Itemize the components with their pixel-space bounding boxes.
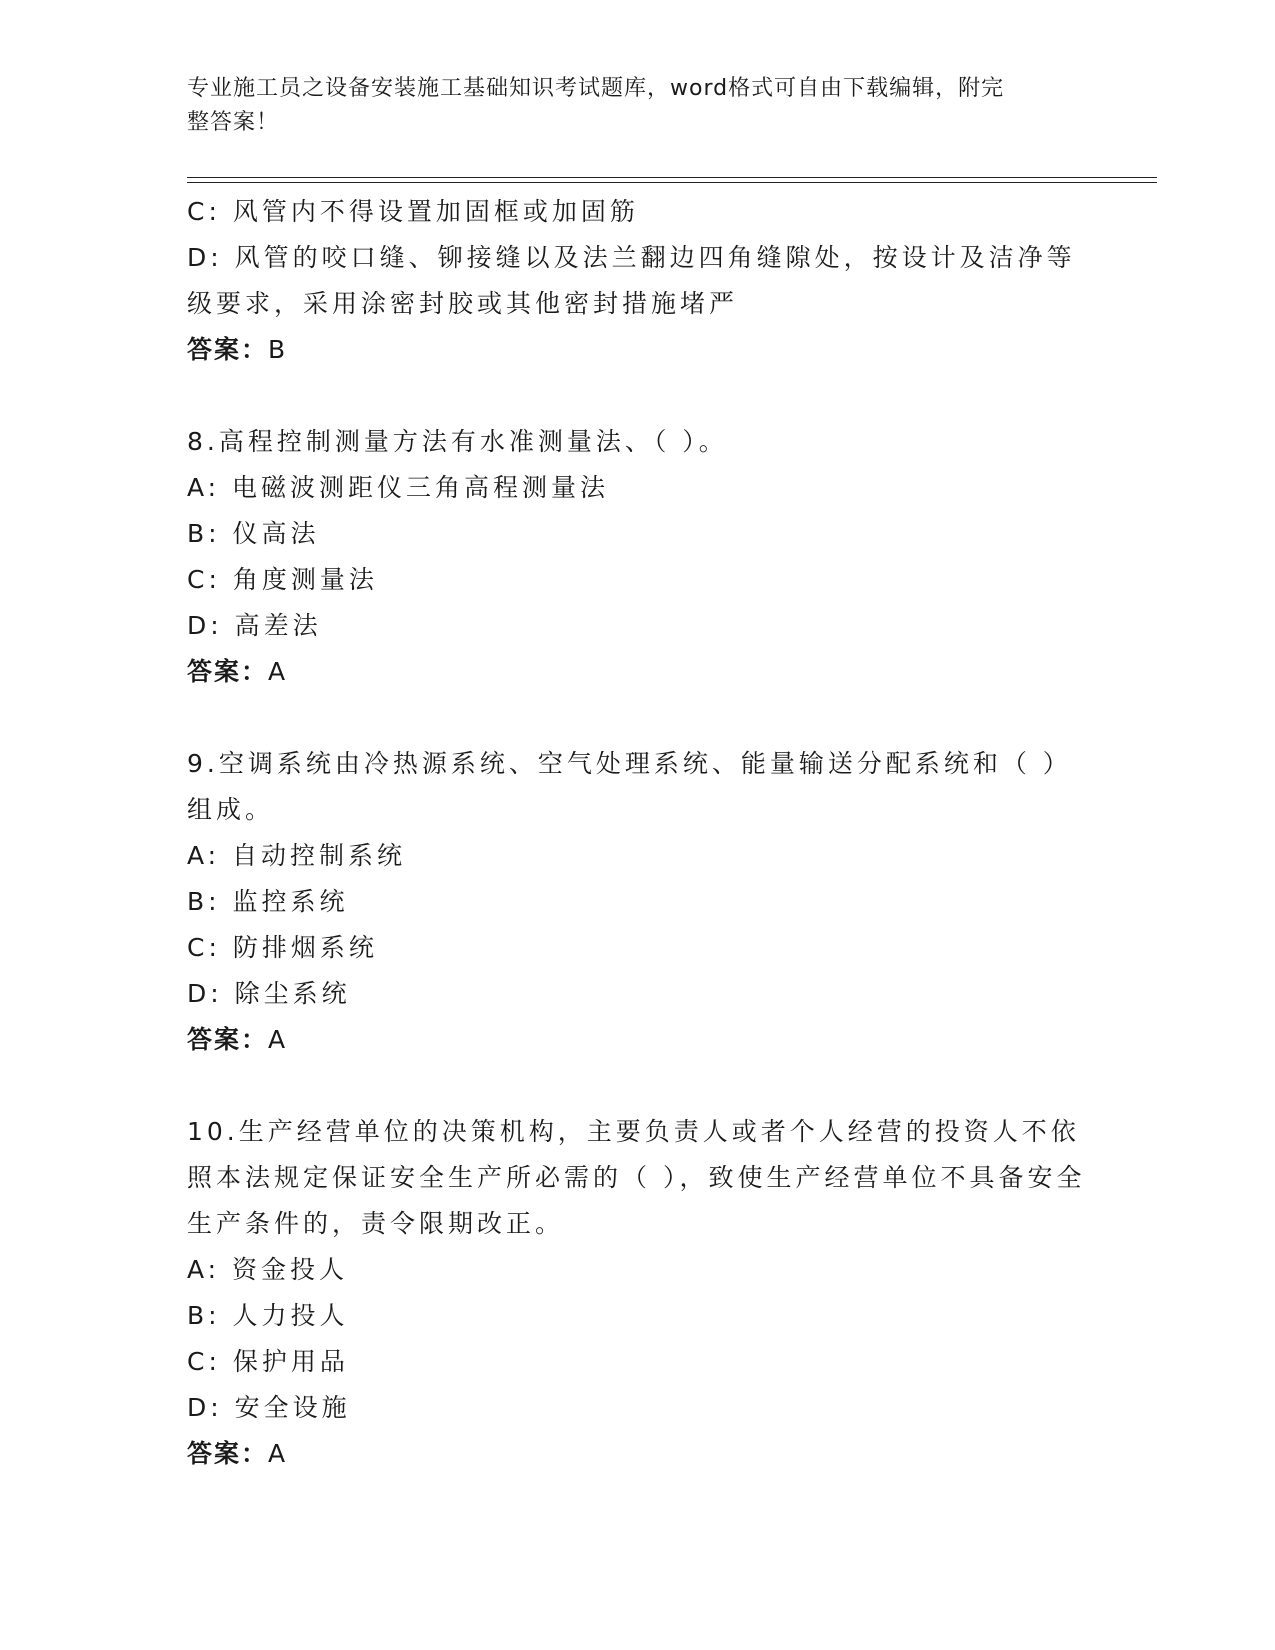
header-title-line-2: 整答案！ (187, 110, 280, 135)
spacer (187, 373, 1087, 419)
question-10 (187, 1109, 1087, 1477)
question-7-tail (187, 189, 1087, 373)
option-a: A: 自动控制系统 (187, 841, 407, 870)
question-stem: 9.空调系统由冷热源系统、空气处理系统、能量输送分配系统和（ ）组成。 (187, 749, 1072, 824)
option-c: C: 风管内不得设置加固框或加固筋 (187, 197, 639, 226)
answer-label: 答案： (187, 657, 269, 686)
option-d: D: 高差法 (187, 611, 322, 640)
answer-line (187, 649, 1087, 695)
spacer (187, 695, 1087, 741)
answer-line (187, 327, 1087, 373)
question-stem: 10.生产经营单位的决策机构，主要负责人或者个人经营的投资人不依照本法规定保证安全生产所必需的（ ），致使生产经营单位不具备安全生产条件的，责令限期改正。 (187, 1117, 1086, 1238)
option-c: C: 保护用品 (187, 1347, 349, 1376)
option-d: D: 安全设施 (187, 1393, 351, 1422)
header-divider-bottom (187, 182, 1157, 183)
document-header (187, 72, 1067, 140)
question-stem: 8.高程控制测量方法有水准测量法、（ ）。 (187, 427, 728, 456)
option-c: C: 防排烟系统 (187, 933, 378, 962)
option-d: D: 除尘系统 (187, 979, 351, 1008)
question-8 (187, 419, 1087, 695)
answer-label: 答案： (187, 1025, 269, 1054)
answer-label: 答案： (187, 335, 269, 364)
answer-value: A (268, 657, 288, 686)
answer-value: A (268, 1439, 288, 1468)
answer-value: A (268, 1025, 288, 1054)
answer-label: 答案： (187, 1439, 269, 1468)
option-d: D: 风管的咬口缝、铆接缝以及法兰翻边四角缝隙处，按设计及洁净等级要求，采用涂密封胶或其他密封措施堵严 (187, 243, 1076, 318)
header-title-line-1: 专业施工员之设备安装施工基础知识考试题库，word格式可自由下载编辑，附完 (187, 76, 1005, 101)
option-a: A: 电磁波测距仪三角高程测量法 (187, 473, 610, 502)
answer-line (187, 1431, 1087, 1477)
option-c: C: 角度测量法 (187, 565, 378, 594)
option-b: B: 监控系统 (187, 887, 349, 916)
answer-line (187, 1017, 1087, 1063)
header-divider-top (187, 177, 1157, 178)
option-b: B: 人力投人 (187, 1301, 349, 1330)
question-content (187, 189, 1087, 1477)
question-9 (187, 741, 1087, 1063)
answer-value: B (268, 335, 288, 364)
option-b: B: 仪高法 (187, 519, 320, 548)
spacer (187, 1063, 1087, 1109)
option-a: A: 资金投人 (187, 1255, 349, 1284)
